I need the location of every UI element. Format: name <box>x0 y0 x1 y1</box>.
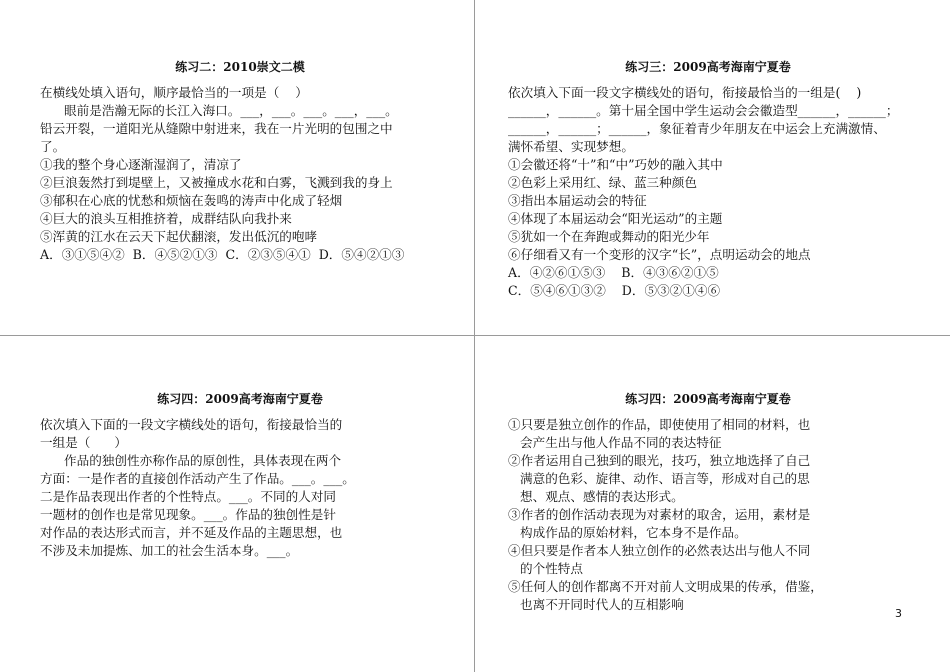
passage-line: 不涉及未加提炼、加工的社会生活本身。___。 <box>40 543 299 558</box>
option-line: ①我的整个身心逐渐湿润了，清凉了 <box>40 157 242 172</box>
option-line: ⑤任何人的创作都离不开对前人文明成果的传承，借鉴， <box>508 579 823 594</box>
panel-exercise-3 <box>508 58 908 300</box>
passage-line: 方面：一是作者的直接创作活动产生了作品。___。___。 <box>40 471 355 486</box>
option-line: 构成作品的原始材料，它本身不是作品。 <box>508 525 747 540</box>
panel-exercise-4-options <box>508 390 908 614</box>
passage-line: ______，______。第十届全国中学生运动会会徽造型______，______； <box>508 103 899 118</box>
passage-line: 作品的独创性亦称作品的原创性，具体表现在两个 <box>40 453 342 468</box>
option-line: 的个性特点 <box>508 561 583 576</box>
page-number: 3 <box>895 607 902 620</box>
option-line: 满意的色彩、旋律、动作、语言等，形成对自己的思 <box>508 471 810 486</box>
question-line: 依次填入下面一段文字横线处的语句，衔接最恰当的一组是( ) <box>508 85 862 100</box>
option-line: ③作者的创作活动表现为对素材的取舍，运用，素材是 <box>508 507 811 522</box>
option-line: ②巨浪轰然打到堤壁上，又被撞成水花和白雾，飞溅到我的身上 <box>40 175 393 190</box>
option-line: ④巨大的浪头互相推挤着，成群结队向我扑来 <box>40 211 292 226</box>
horizontal-divider <box>0 335 950 336</box>
panel-title: 练习三：2009高考海南宁夏卷 <box>625 60 791 74</box>
panel-title: 练习四：2009高考海南宁夏卷 <box>625 392 791 406</box>
option-line: ⑤浑黄的江水在云天下起伏翻滚，发出低沉的咆哮 <box>40 229 318 244</box>
passage-line: ______，______；______，象征着青少年朋友在中运会上充满激情、 <box>508 121 886 136</box>
passage-line: 铅云开裂，一道阳光从缝隙中射进来，我在一片光明的包围之中 <box>40 121 393 136</box>
question-line: 依次填入下面的一段文字横线处的语句，衔接最恰当的 <box>40 417 343 432</box>
option-line: 想、观点、感情的表达形式。 <box>508 489 684 504</box>
passage-line: 对作品的表达形式而言，并不延及作品的主题思想，也 <box>40 525 343 540</box>
question-line: 一组是（ ） <box>40 435 127 450</box>
option-line: ①会徽还将“十”和“中”巧妙的融入其中 <box>508 157 723 172</box>
panel-title: 练习二：2010崇文二模 <box>175 60 305 74</box>
option-line: ③郁积在心底的忧愁和烦恼在轰鸣的涛声中化成了轻烟 <box>40 193 343 208</box>
question-line: 在横线处填入语句，顺序最恰当的一项是（ ） <box>40 85 308 100</box>
panel-exercise-4-question <box>40 390 440 560</box>
passage-line: 一题材的创作也是常见现象。___。作品的独创性是针 <box>40 507 336 522</box>
answer-choices: A．④②⑥①⑤③ B．④③⑥②①⑤ <box>508 265 719 280</box>
passage-line: 眼前是浩瀚无际的长江入海口。___，___。___。___，___。 <box>40 103 398 118</box>
vertical-divider <box>474 0 475 672</box>
answer-choices: C．⑤④⑥①③② D．⑤③②①④⑥ <box>508 283 721 298</box>
option-line: 也离不开同时代人的互相影响 <box>508 597 684 612</box>
panel-exercise-2 <box>40 58 440 264</box>
option-line: ⑥仔细看又有一个变形的汉字“长”，点明运动会的地点 <box>508 247 811 262</box>
option-line: ③指出本届运动会的特征 <box>508 193 647 208</box>
passage-line: 二是作品表现出作者的个性特点。___。不同的人对同 <box>40 489 336 504</box>
option-line: ④但只要是作者本人独立创作的必然表达出与他人不同 <box>508 543 811 558</box>
option-line: 会产生出与他人作品不同的表达特征 <box>508 435 722 450</box>
answer-choices: A．③①⑤④② B．④⑤②①③ C．②③⑤④① D．⑤④②①③ <box>40 247 405 262</box>
option-line: ④体现了本届运动会“阳光运动”的主题 <box>508 211 723 226</box>
passage-line: 了。 <box>40 139 66 154</box>
panel-title: 练习四：2009高考海南宁夏卷 <box>157 392 323 406</box>
option-line: ②作者运用自己独到的眼光，技巧，独立地选择了自己 <box>508 453 811 468</box>
passage-line: 满怀希望、实现梦想。 <box>508 139 634 154</box>
option-line: ⑤犹如一个在奔跑或舞动的阳光少年 <box>508 229 710 244</box>
option-line: ①只要是独立创作的作品，即使使用了相同的材料，也 <box>508 417 811 432</box>
option-line: ②色彩上采用红、绿、蓝三种颜色 <box>508 175 697 190</box>
